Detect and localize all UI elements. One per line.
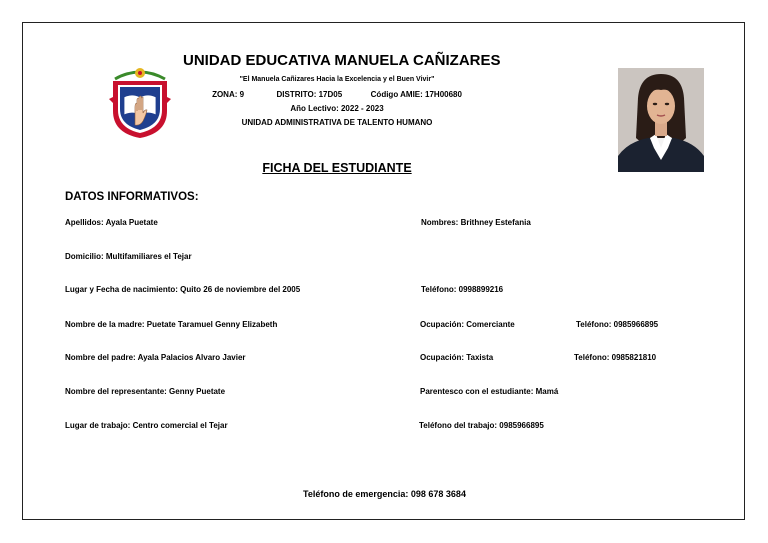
field-ocupacion-madre: Ocupación: Comerciante: [420, 320, 515, 329]
school-crest-icon: [109, 67, 171, 139]
codigo-amie-label: Código AMIE: 17H00680: [370, 90, 462, 99]
emergency-phone: Teléfono de emergencia: 098 678 3684: [303, 489, 466, 499]
field-lugar-trabajo: Lugar de trabajo: Centro comercial el Tejar: [65, 421, 228, 430]
field-domicilio: Domicilio: Multifamiliares el Tejar: [65, 252, 192, 261]
field-parentesco: Parentesco con el estudiante: Mamá: [420, 387, 559, 396]
field-telefono-madre: Teléfono: 0985966895: [576, 320, 659, 329]
form-title: FICHA DEL ESTUDIANTE: [262, 161, 412, 175]
field-nombres: Nombres: Brithney Estefania: [421, 218, 531, 227]
school-name: UNIDAD EDUCATIVA MANUELA CAÑIZARES: [183, 52, 501, 69]
field-lugar-fecha-nacimiento: Lugar y Fecha de nacimiento: Quito 26 de noviembre del 2005: [65, 285, 301, 294]
student-photo: [618, 68, 704, 172]
field-nombre-representante: Nombre del representante: Genny Puetate: [65, 387, 226, 396]
student-record-sheet: [22, 22, 745, 520]
school-motto: "El Manuela Cañizares Hacia la Excelencia y el Buen Vivir": [239, 76, 435, 83]
field-nombre-madre: Nombre de la madre: Puetate Taramuel Genny Elizabeth: [65, 320, 278, 329]
distrito-label: DISTRITO: 17D05: [276, 90, 343, 99]
field-ocupacion-padre: Ocupación: Taxista: [420, 353, 494, 362]
section-title: DATOS INFORMATIVOS:: [65, 191, 199, 203]
field-apellidos: Apellidos: Ayala Puetate: [65, 218, 158, 227]
field-telefono-trabajo: Teléfono del trabajo: 0985966895: [419, 421, 544, 430]
field-telefono-padre: Teléfono: 0985821810: [574, 353, 657, 362]
school-codes: [191, 90, 483, 99]
zona-label: ZONA: 9: [212, 90, 245, 99]
unidad-administrativa: UNIDAD ADMINISTRATIVA DE TALENTO HUMANO: [241, 118, 433, 127]
anio-lectivo: Año Lectivo: 2022 - 2023: [290, 104, 384, 113]
field-telefono: Teléfono: 0998899216: [421, 285, 504, 294]
field-nombre-padre: Nombre del padre: Ayala Palacios Alvaro Javier: [65, 353, 246, 362]
